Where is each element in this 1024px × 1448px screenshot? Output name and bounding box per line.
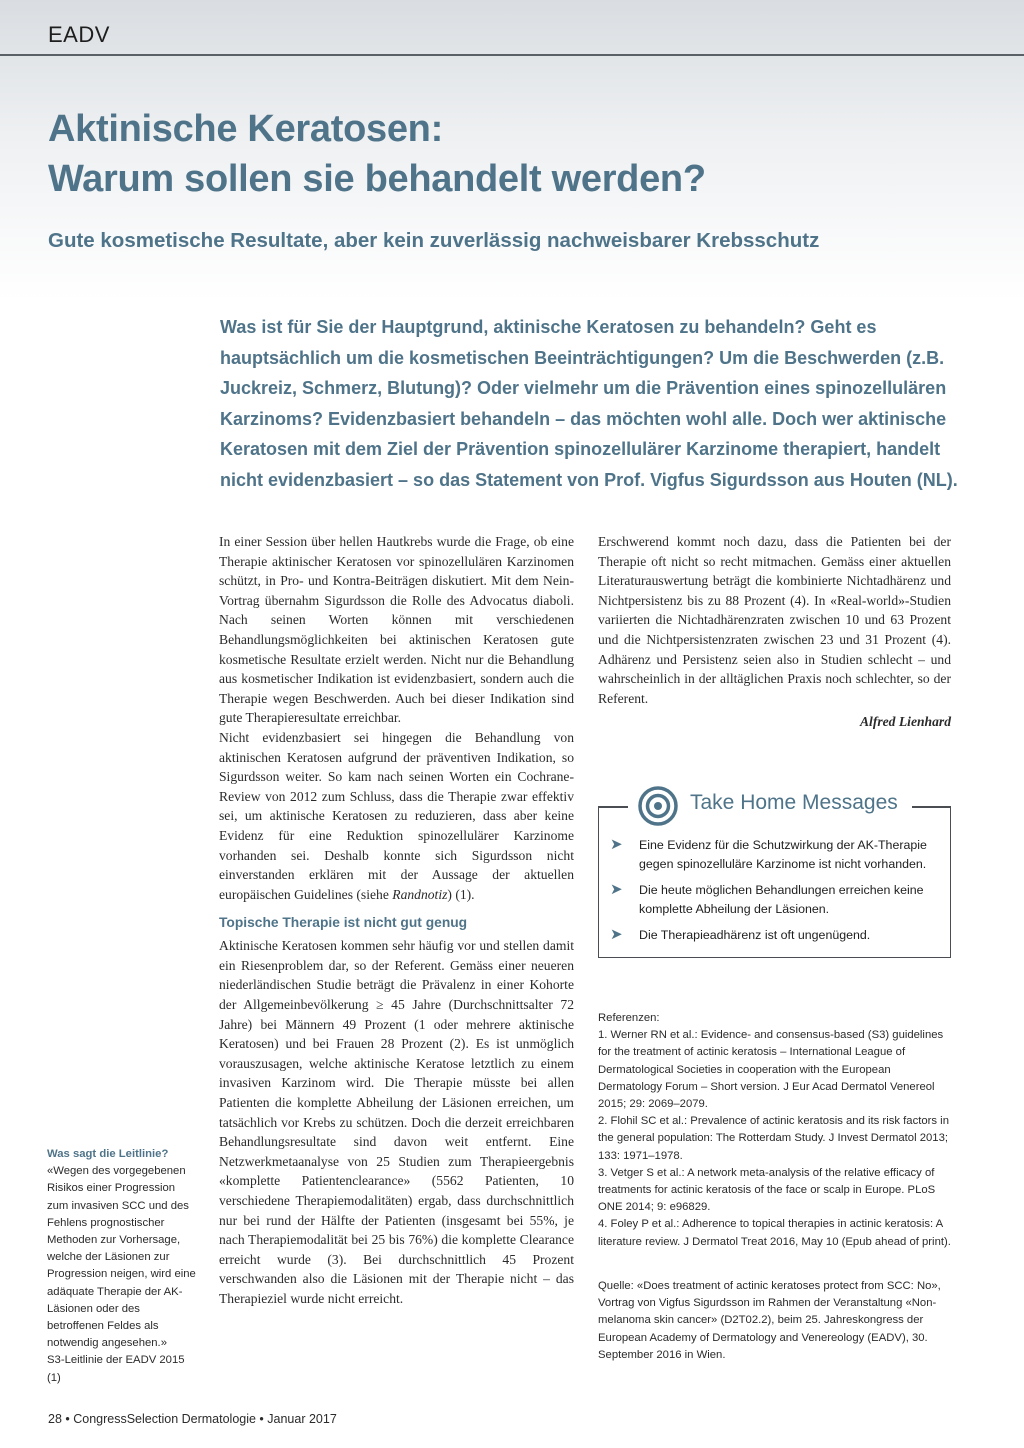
body-column-right <box>598 532 951 732</box>
section-subheading: Topische Therapie ist nicht gut genug <box>219 915 468 931</box>
page-footer: 28 • CongressSelection Dermatologie • Januar 2017 <box>48 1412 337 1426</box>
sidenote-source: S3-Leitlinie der EADV 2015 (1) <box>47 1354 185 1384</box>
body-paragraph: Erschwerend kommt noch dazu, dass die Patienten bei der Therapie oft nicht so recht mitmachen. Gemäss einer aktuellen Literaturauswertung beträgt die kombinierte Nichtadhärenz und Nichtpersistenz bis zu 88 Prozent (4). In «Real-world»-Studien variierten die Nichtadhärenzraten zwischen 10 und 63 Prozent und die Nichtpersistenzraten zwischen 23 und 31 Prozent (4). Adhärenz und Persistenz seien also in Studien schlecht – und wahrscheinlich in der alltäglichen Praxis noch schlechter, so der Referent. <box>598 534 951 706</box>
reference-item: 4. Foley P et al.: Adherence to topical therapies in actinic keratosis: A literature review. J Dermatol Treat 2016, May 10 (Epub ahead of print). <box>598 1218 951 1248</box>
randnotiz-ref: Randnotiz <box>392 886 448 902</box>
article-title <box>48 104 988 204</box>
arrow-bullet-icon: ➤ <box>610 836 623 853</box>
arrow-bullet-icon: ➤ <box>610 926 623 943</box>
body-paragraph: In einer Session über hellen Hautkrebs wurde die Frage, ob eine Therapie aktinischer Keratosen vor spinozellulären Karzinomen schützt, in Pro- und Kontra-Beiträgen diskutiert. Mit dem Nein-Vortrag übernahm Sigurdsson die Rolle des Advocatus diaboli. Nach seinen Worten können mit verschiedenen Behandlungsmöglichkeiten bei aktinischen Keratosen gute kosmetische Resultate erzielt werden. Nicht nur die Behandlung aus kosmetischer Indikation ist evidenzbasiert, sondern auch die Therapie wegen Beschwerden. Auch bei dieser Indikation sind gute Therapieresultate erreichbar. <box>219 534 574 726</box>
article-lead: Was ist für Sie der Hauptgrund, aktinische Keratosen zu behandeln? Geht es hauptsächlich um die kosmetischen Beeinträchtigungen? Um die Beschwerden (z.B. Juckreiz, Schmerz, Blutung)? Oder vielmehr um die Prävention eines spinozellulären Karzinoms? Evidenzbasiert behandeln – das möchten wohl alle. Doch wer aktinische Keratosen mit dem Ziel der Prävention spinozellulärer Karzinome therapiert, handelt nicht evidenzbasiert – so das Statement von Prof. Vigfus Sigurdsson aus Houten (NL). <box>220 317 958 490</box>
arrow-bullet-icon: ➤ <box>610 881 623 898</box>
target-icon <box>638 786 678 826</box>
reference-item: 1. Werner RN et al.: Evidence- and consensus-based (S3) guidelines for the treatment of actinic keratosis – International League of Dermatological Societies in cooperation with the European Dermatology Forum – Short version. J Eur Acad Dermatol Venereol 2015; 29: 2069–2079. <box>598 1029 944 1111</box>
article-subtitle: Gute kosmetische Resultate, aber kein zuverlässig nachweisbarer Krebsschutz <box>48 229 820 252</box>
take-home-border <box>912 806 951 808</box>
header-rule <box>0 54 1024 56</box>
body-column-left <box>219 532 574 1309</box>
take-home-item: ➤ Die heute möglichen Behandlungen erreichen keine komplette Abheilung der Läsionen. <box>610 881 924 916</box>
take-home-border <box>598 806 628 808</box>
reference-item: 3. Vetger S et al.: A network meta-analysis of the relative efficacy of treatments for actinic keratosis of the face or scalp in Europe. PLoS ONE 2014; 9: e96829. <box>598 1166 936 1214</box>
take-home-item: ➤ Eine Evidenz für die Schutzwirkung der AK-Therapie gegen spinozelluläre Karzinome ist nicht vorhanden. <box>610 836 927 871</box>
body-paragraph: Aktinische Keratosen kommen sehr häufig vor und stellen damit ein Riesenproblem dar, so der Referent. Gemäss einer neueren niederländischen Studie beträgt die Prävalenz in einer Kohorte der Allgemeinbevölkerung ≥ 45 Jahre (Durchschnittsalter 72 Jahre) bei Männern 49 Prozent (1 oder mehrere aktinische Keratosen) und bei Frauen 28 Prozent (2). Es ist unmöglich vorauszusagen, welche aktinische Keratose letztlich zu einem invasiven Karzinom wird. Die Therapie müsste bei allen Patienten die komplette Abheilung der Läsionen erreichen, um tatsächlich vor Krebs zu schützen. Doch die derzeit erreichbaren Behandlungsresultate sind davon weit entfernt. Eine Netzwerkmetaanalyse von 25 Studien zum Therapieergebnis «komplette Patientenclearance» (5562 Patienten, 10 verschiedene Therapiemodalitäten) ergab, dass durchschnittlich nur bei rund der Hälfte der Patienten (insgesamt bei 55%, je nach Therapiemodalität bei 25 bis 76%) die komplette Clearance erreicht wurde (3). Bei durchschnittlich 45 Prozent verschwanden also die Läsionen mit der Therapie nicht – das Therapieziel wurde nicht erreicht. <box>219 938 574 1306</box>
author-name: Alfred Lienhard <box>859 714 951 730</box>
reference-item: 2. Flohil SC et al.: Prevalence of actinic keratosis and its risk factors in the general population: The Rotterdam Study. J Invest Dermatol 2013; 133: 1971–1978. <box>598 1115 949 1162</box>
sidenote-quote: «Wegen des vorgegebenen Risikos einer Progression zum invasiven SCC und des Fehlens prognostischer Methoden zur Vorhersage, welche der Läsionen zur Progression neigen, wird eine adäquate Therapie der AK-Läsionen oder des betroffenen Feldes als notwendig angesehen.» <box>47 1165 196 1350</box>
body-paragraph: Nicht evidenzbasiert sei hingegen die Behandlung von aktinischen Keratosen aufgrund der präventiven Indikation, so Sigurdsson weiter. So kam nach seinen Worten ein Cochrane-Review von 2012 zum Schluss, dass die Therapie zwar effektiv sei, um aktinische Keratosen zu reduzieren, dass aber keine Evidenz für eine Reduktion spinozellulärer Karzinome vorhanden sei. Deshalb konnte sich Sigurdsson nicht einverstanden erklären mit der Aussage der aktuellen europäischen Guidelines (siehe Randnotiz) (1). <box>219 729 574 902</box>
references-heading: Referenzen: <box>598 1012 660 1024</box>
title-line-1: Aktinische Keratosen: <box>48 108 443 150</box>
sidenote-heading: Was sagt die Leitlinie? <box>47 1148 169 1160</box>
guideline-sidenote <box>47 1146 197 1387</box>
source-note: Quelle: «Does treatment of actinic keratoses protect from SCC: No», Vortrag von Vigfus Sigurdsson im Rahmen der Veranstaltung «Non-melanoma skin cancer» (D2T02.2), beim 25. Jahreskongress der European Academy of Dermatology and Venereology (EADV), 30. September 2016 in Wien. <box>598 1280 941 1361</box>
title-line-2: Warum sollen sie behandelt werden? <box>48 158 706 200</box>
section-tag: EADV <box>48 22 110 47</box>
take-home-item: ➤ Die Therapieadhärenz ist oft ungenügend. <box>610 926 871 943</box>
references <box>598 1010 951 1251</box>
take-home-title: Take Home Messages <box>690 791 898 814</box>
